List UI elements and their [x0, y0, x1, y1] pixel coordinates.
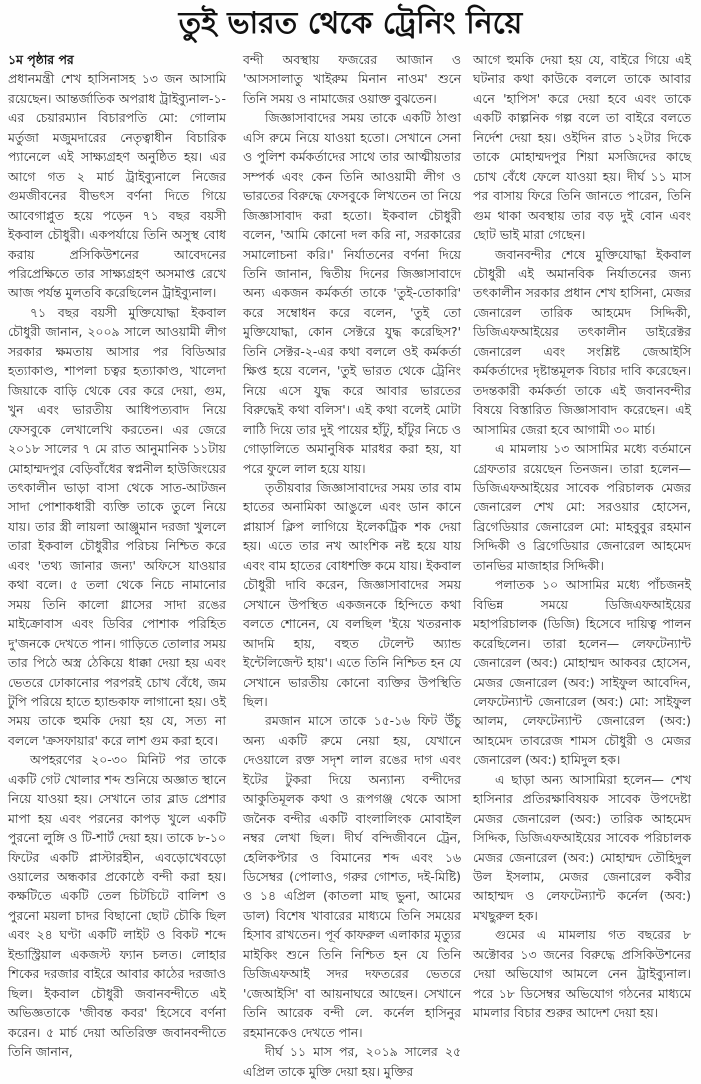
paragraph: তৃতীয়বার জিজ্ঞাসাবাদের সময় তার বাম হাতের অনামিকা আঙুলে এবং ডান কানে প্লায়ার্স ক্লিপ লাগিয়ে ইলেকট্রিক শক দেয়া হয়। এতে তার নখ আংশিক নষ্ট হয়ে যায় এবং বাম হাতের বোধশক্তি কমে যায়। ইকবাল চৌধুরী দাবি করেন, জিজ্ঞাসাবাদের সময় সেখানে উপস্থিত একজনকে হিন্দিতে কথা বলতে শোনেন, যে বলছিল 'ইয়ে খতরনাক আদমি হায়, বহুত টেলেন্ট অ্যান্ড ইন্টেলিজেন্ট হায়'। এতে তিনি নিশ্চিত হন যে সেখানে ভারতীয় কোনো ব্যক্তির উপস্থিতি ছিল। — [243, 479, 461, 709]
article-column-3 — [473, 50, 691, 1023]
paragraph: দীর্ঘ ১১ মাস পর, ২০১৯ সালের ২৫ এপ্রিল তাকে মুক্তি দেয়া হয়। মুক্তির — [243, 1044, 461, 1079]
paragraph: রমজান মাসে তাকে ১৫-১৬ ফিট উঁচু অন্য একটি রুমে নেয়া হয়, যেখানে দেওয়ালে রক্ত সদৃশ লাল রঙের দাগ এবং ইটের টুকরা দিয়ে অন্যান্য বন্দীদের আকুতিমূলক কথা ও রূপগঞ্জ থেকে আসা জনৈক বন্দীর একটি বাংলালিংক মোবাইল নম্বর লেখা ছিল। দীর্ঘ বন্দিজীবনে ট্রেন, হেলিকপ্টার ও বিমানের শব্দ এবং ১৬ ডিসেম্বর (পোলাও, গরুর গোশত, দই-মিষ্টি) ও ১৪ এপ্রিল (কাতলা মাছ ভুনা, আমের ডাল) বিশেষ খাবারের মাধ্যমে তিনি সময়ের হিসাব রাখতেন। পূর্ব কাফরুল এলাকার মৃত্যুর মাইকিং শুনে তিনি নিশ্চিত হন যে তিনি ডিজিএফআই সদর দফতরের ভেতরে 'জেআইসি' বা আয়নাঘরে আছেন। সেখানে তিনি আরেক বন্দী লে. কর্নেল হাসিনুর রহমানকেও দেখতে পান। — [243, 713, 461, 1040]
paragraph: পলাতক ১০ আসামির মধ্যে পাঁচজনই বিভিন্ন সময়ে ডিজিএফআইয়ের মহাপরিচালক (ডিজি) হিসেবে দায়িত্ব পালন করেছিলেন। তারা হলেন— লেফটেন্যান্ট জেনারেল (অব:) মোহাম্মদ আকবর হোসেন, মেজর জেনারেল (অব:) সাইফুল আবেদিন, লেফটেন্যান্ট জেনারেল (অব:) মো: সাইফুল আলম, লেফটেন্যান্ট জেনারেল (অব:) আহমেদ তাবরেজ শামস চৌধুরী ও মেজর জেনারেল (অব:) হামিদুল হক। — [473, 577, 691, 768]
paragraph: গুমের এ মামলায় গত বছরের ৮ অক্টোবর ১৩ জনের বিরুদ্ধে প্রসিকিউশনের দেয়া অভিযোগ আমলে নেন ট্রাইব্যুনাল। পরে ১৮ ডিসেম্বর অভিযোগ গঠনের মাধ্যমে মামলার বিচার শুরুর আদেশ দেয়া হয়। — [473, 927, 691, 1021]
article-column-1 — [8, 50, 226, 1062]
paragraph: এ ছাড়া অন্য আসামিরা হলেন— শেখ হাসিনার প্রতিরক্ষাবিষয়ক সাবেক উপদেষ্টা মেজর জেনারেল (অব:) তারিক আহমেদ সিদ্দিক, ডিজিএফআইয়ের সাবেক পরিচালক মেজর জেনারেল (অব:) মোহাম্মদ তৌহিদুল উল ইসলাম, মেজর জেনারেল কবীর আহাম্মদ ও লেফটেন্যান্ট কর্নেল (অব:) মখছুরুল হক। — [473, 771, 691, 923]
article-headline: তুই ভারত থেকে ট্রেনিং নিয়ে — [178, 6, 523, 41]
paragraph: প্রধানমন্ত্রী শেখ হাসিনাসহ ১৩ জন আসামি রয়েছেন। আন্তর্জাতিক অপরাধ ট্রাইব্যুনাল-১-এর চেয়ারম্যান বিচারপতি মো: গোলাম মর্তুজা মজুমদারের নেতৃত্বাধীন বিচারিক প্যানেলে এই সাক্ষ্যগ্রহণ অনুষ্ঠিত হয়। এর আগে গত ২ মার্চ ট্রাইব্যুনালে নিজের গুমজীবনের বীভৎস বর্ণনা দিতে গিয়ে আবেগাপ্লুত হয়ে পড়েন ৭১ বছর বয়সী ইকবাল চৌধুরী। একপর্যায়ে তিনি অসুস্থ বোধ করায় প্রসিকিউশনের আবেদনের পরিপ্রেক্ষিতে তার সাক্ষ্যগ্রহণ অসমাপ্ত রেখে আজ পর্যন্ত মুলতবি করেছিলেন ট্রাইব্যুনাল। — [8, 71, 226, 301]
paragraph: জিজ্ঞাসাবাদের সময় তাকে একটি ঠাণ্ডা এসি রুমে নিয়ে যাওয়া হতো। সেখানে সেনা ও পুলিশ কর্মকর্তাদের সাথে তার আত্মীয়তার সম্পর্ক এবং কেন তিনি আওয়ামী লীগ ও ভারতের বিরুদ্ধে ফেসবুকে লিখতেন তা নিয়ে জিজ্ঞাসাবাদ করা হতো। ইকবাল চৌধুরী বলেন, 'আমি কোনো দল করি না, সরকারের সমালোচনা করি।' নির্যাতনের বর্ণনা দিয়ে তিনি জানান, দ্বিতীয় দিনের জিজ্ঞাসাবাদে অন্য একজন কর্মকর্তা তাকে 'তুই-তোকারি' করে সম্বোধন করে বলেন, 'তুই তো মুক্তিযোদ্ধা, কোন সেক্টরে যুদ্ধ করেছিস?' তিনি সেক্টর-২-এর কথা বললে ওই কর্মকর্তা ক্ষিপ্ত হয়ে বলেন, 'তুই ভারত থেকে ট্রেনিং নিয়ে এসে যুদ্ধ করে আবার ভারতের বিরুদ্ধেই কথা বলিস'। এই কথা বলেই মোটা লাঠি দিয়ে তার দুই পায়ের হাঁটু, হাঁটুর নিচে ও গোড়ালিতে অমানুষিক মারধর করা হয়, যা পরে ফুলে লাল হয়ে যায়। — [243, 110, 461, 476]
paragraph: অপহরণের ২০-৩০ মিনিট পর তাকে একটি গেট খোলার শব্দ শুনিয়ে অজ্ঞাত স্থানে নিয়ে যাওয়া হয়। সেখানে তার ব্লাড প্রেশার মাপা হয় এবং পরনের কাপড় খুলে একটি পুরনো লুঙ্গি ও টি-শার্ট দেয়া হয়। তাকে ৮-১০ ফিটের একটি প্লাস্টারহীন, এবড়োখেবড়ো ওয়ালের অন্ধকার প্রকোষ্ঠে বন্দী করা হয়। কক্ষটিতে একটি তেল চিটচিটে বালিশ ও পুরনো ময়লা চাদর বিছানো ছোট চৌকি ছিল এবং ২৪ ঘণ্টা একটি লাইট ও বিকট শব্দে ইন্ডাস্ট্রিয়াল একজস্ট ফ্যান চলত। লোহার শিকের দরজার বাইরে আবার কাঠের দরজাও ছিল। ইকবাল চৌধুরী জবানবন্দীতে এই অভিজ্ঞতাকে 'জীবন্ত কবর' হিসেবে বর্ণনা করেন। ৫ মার্চ দেয়া অতিরিক্ত জবানবন্দীতে তিনি জানান, — [8, 752, 226, 1060]
article-column-2 — [243, 50, 461, 1081]
paragraph: আগে হুমকি দেয়া হয় যে, বাইরে গিয়ে এই ঘটনার কথা কাউকে বললে তাকে আবার এনে 'হাপিস' করে দেয়া হবে এবং তাকে একটি কাল্পনিক গল্প বলে তা বাইরে বলতে নির্দেশ দেয়া হয়। ওইদিন রাত ১২টার দিকে তাকে মোহাম্মদপুর শিয়া মসজিদের কাছে চোখ বেঁধে ফেলে যাওয়া হয়। দীর্ঘ ১১ মাস পর বাসায় ফিরে তিনি জানতে পারেন, তিনি গুম থাকা অবস্থায় তার বড় দুই বোন এবং ছোট ভাই মারা গেছেন। — [473, 52, 691, 243]
paragraph: বন্দী অবস্থায় ফজরের আজান ও 'আসসালাতু খাইরুম মিনান নাওম' শুনে তিনি সময় ও নামাজের ওয়াক্ত বুঝতেন। — [243, 52, 461, 106]
paragraph: ৭১ বছর বয়সী মুক্তিযোদ্ধা ইকবাল চৌধুরী জানান, ২০০৯ সালে আওয়ামী লীগ সরকার ক্ষমতায় আসার পর বিডিআর হত্যাকাণ্ড, শাপলা চত্বর হত্যাকাণ্ড, খালেদা জিয়াকে বাড়ি থেকে বের করে দেয়া, গুম, খুন এবং ভারতীয় আধিপত্যবাদ নিয়ে ফেসবুকে লেখালেখি করতেন। এর জেরে ২০১৮ সালের ৭ মে রাত আনুমানিক ১১টায় মোহাম্মদপুর বেড়িবাঁধের স্বপ্ননীল হাউজিংয়ের তৎকালীন ভাড়া বাসা থেকে সাত-আটজন সাদা পোশাকধারী ব্যক্তি তাকে তুলে নিয়ে যায়। তার স্ত্রী লায়লা আঞ্জুমান দরজা খুললে তারা ইকবাল চৌধুরীর পরিচয় নিশ্চিত করে এবং 'তথ্য জানার জন্য' অফিসে যাওয়ার কথা বলে। ৫ তলা থেকে নিচে নামানোর সময় তিনি কালো গ্লাসের সাদা রঙের মাইক্রোবাস এবং ডিবির পোশাক পরিহিত দু'জনকে দেখতে পান। গাড়িতে তোলার সময় তার পিঠে অস্ত্র ঠেকিয়ে ধাক্কা দেয়া হয় এবং ভেতরে ঢোকানোর পরপরই চোখ বেঁধে, জম টুপি পরিয়ে হাতে হ্যান্ডকাফ লাগানো হয়। ওই সময় তাকে হুমকি দেয়া হয় যে, সত্য না বললে 'ক্রসফায়ার' করে লাশ গুম করা হবে। — [8, 304, 226, 748]
paragraph: এ মামলায় ১৩ আসামির মধ্যে বর্তমানে গ্রেফতার রয়েছেন তিনজন। তারা হলেন— ডিজিএফআইয়ের সাবেক পরিচালক মেজর জেনারেল শেখ মো: সরওয়ার হোসেন, ব্রিগেডিয়ার জেনারেল মো: মাহবুবুর রহমান সিদ্দিকী ও ব্রিগেডিয়ার জেনারেল আহমেদ তানভির মাজাহার সিদ্দিকী। — [473, 441, 691, 573]
continuation-label: ১ম পৃষ্ঠার পর — [8, 52, 74, 67]
paragraph: জবানবন্দীর শেষে মুক্তিযোদ্ধা ইকবাল চৌধুরী এই অমানবিক নির্যাতনের জন্য তৎকালীন সরকার প্রধান শেখ হাসিনা, মেজর জেনারেল তারিক আহমেদ সিদ্দিকী, ডিজিএফআইয়ের তৎকালীন ডাইরেক্টর জেনারেল এবং সংশ্লিষ্ট জেআইসি কর্মকর্তাদের দৃষ্টান্তমূলক বিচার দাবি করেছেন। তদন্তকারী কর্মকর্তা তাকে এই জবানবন্দীর বিষয়ে বিস্তারিত জিজ্ঞাসাবাদ করেছেন। এই আসামির জেরা হবে আগামী ৩০ মার্চ। — [473, 246, 691, 437]
